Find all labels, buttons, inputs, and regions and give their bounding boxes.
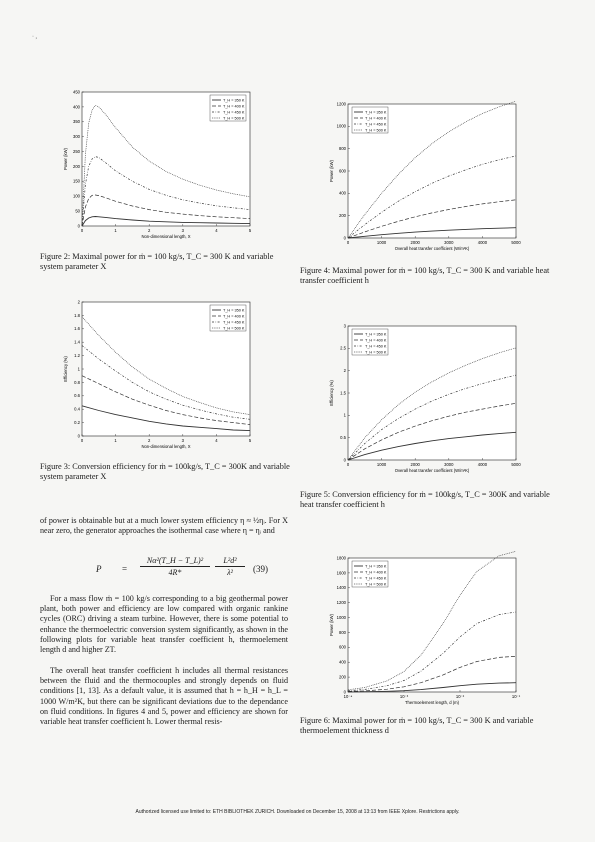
legend-label: T_H = 500 K (365, 582, 387, 587)
x-tick-label: 5000 (511, 462, 521, 467)
y-axis-label: Efficiency (%) (63, 356, 68, 382)
x-tick-label: 1000 (376, 240, 387, 245)
x-axis-label: Non-dimensional length, X (141, 234, 191, 239)
paragraph-3-text: The overall heat transfer coefficient h includes all thermal resistances between the fluid and the thermocouples and strongly depends on fluid conditions [1, 13]. As a default value, it is assumed that h = h_H = h_L = 1000 W/m²K, but there can be significant deviations due to the dependance on fluid conditions. In figures 4 and 5, power and efficiency are shown for variable heat transfer coefficient h. Lower thermal resis- (40, 666, 288, 727)
x-tick-label: 3000 (444, 240, 454, 245)
legend-label: T_H = 400 K (365, 116, 387, 121)
y-tick-label: 2 (343, 368, 346, 374)
y-tick-label: 1600 (336, 570, 346, 576)
x-tick-label: 4000 (477, 240, 488, 245)
y-tick-label: 150 (73, 178, 80, 184)
footer-license: Authorized licensed use limited to: ETH BIBLIOTHEK ZURICH. Downloaded on December 15, 2008 at 13:13 from IEEE Xplore. Restrictions apply. (135, 809, 460, 815)
y-tick-label: 200 (73, 163, 80, 169)
y-tick-label: 1000 (336, 123, 346, 129)
figure-6 (326, 554, 526, 706)
paragraph-1 (40, 516, 288, 536)
y-tick-label: 0 (343, 235, 346, 241)
legend-label: T_H = 500 K (365, 128, 387, 133)
x-tick-label: 1 (114, 228, 117, 233)
y-tick-label: 0.6 (74, 393, 80, 399)
eq-den2: λ² (227, 568, 233, 577)
x-tick-label: 0 (80, 438, 84, 443)
x-tick-label: 3 (181, 228, 184, 233)
eq-num1: Nα²(T_H − T_L)² (146, 556, 204, 565)
x-tick-label: 2 (148, 228, 151, 233)
y-tick-label: 3 (343, 323, 346, 329)
legend-label: T_H = 350 K (365, 564, 387, 569)
figure-4-caption: Figure 4: Maximal power for ṁ = 100 kg/s, T_C = 300 K and variable heat transfer coefficient h (300, 266, 550, 285)
y-tick-label: 800 (339, 146, 346, 152)
scan-marks: · , (32, 34, 37, 40)
legend-label: T_H = 500 K (365, 350, 387, 355)
y-tick-label: 400 (339, 190, 346, 196)
x-tick-label: 0 (80, 228, 84, 233)
legend-label: T_H = 400 K (365, 338, 387, 343)
y-tick-label: 1.2 (74, 353, 80, 358)
x-tick-label: 10⁻³ (399, 694, 409, 699)
eq-fraction-2 (215, 556, 245, 577)
y-tick-label: 600 (339, 168, 346, 174)
y-axis-label: Power (kW) (63, 148, 68, 170)
y-tick-label: 100 (73, 193, 80, 199)
legend-label: T_H = 450 K (223, 110, 245, 115)
y-tick-label: 1000 (336, 614, 346, 620)
y-tick-label: 1800 (336, 555, 346, 561)
x-tick-label: 1000 (376, 462, 387, 467)
y-tick-label: 1200 (336, 600, 346, 606)
y-tick-label: 0.5 (340, 435, 346, 441)
paragraph-1-text: of power is obtainable but at a much lower system efficiency η ≈ ½ηᵢ. For X near zero, the generator approaches the isothermal case where η = ηᵢ and (40, 516, 288, 536)
equation-39 (40, 556, 288, 582)
figure-2-chart (60, 88, 260, 240)
x-tick-label: 0 (346, 462, 350, 467)
y-tick-label: 0 (77, 223, 80, 229)
figure-4-chart (326, 100, 526, 252)
legend-label: T_H = 350 K (223, 98, 245, 103)
y-tick-label: 250 (73, 148, 80, 154)
x-tick-label: 4000 (477, 462, 488, 467)
x-tick-label: 0 (346, 240, 350, 245)
figure-6-caption: Figure 6: Maximal power for ṁ = 100 kg/s, T_C = 300 K and variable thermoelement thickness d (300, 716, 534, 735)
legend-label: T_H = 450 K (365, 122, 387, 127)
y-tick-label: 0.4 (74, 406, 80, 412)
y-tick-label: 0 (343, 689, 346, 695)
y-tick-label: 1 (77, 366, 80, 372)
y-tick-label: 200 (339, 213, 346, 219)
x-axis-label: Thermoelement length, d (m) (405, 700, 459, 705)
x-tick-label: 4 (215, 228, 218, 233)
eq-sign: = (122, 564, 128, 574)
legend-label: T_H = 350 K (365, 332, 387, 337)
y-tick-label: 2.5 (340, 345, 346, 351)
x-tick-label: 10⁻⁴ (343, 694, 353, 699)
x-tick-label: 3000 (444, 462, 454, 467)
x-axis-label: Overall heat transfer coefficient (W/m²K) (394, 468, 470, 473)
figure-3-caption: Figure 3: Conversion efficiency for ṁ = 100kg/s, T_C = 300K and variable system parameter X (40, 462, 290, 481)
eq-fraction-1 (140, 556, 210, 577)
x-tick-label: 5 (248, 228, 252, 233)
figure-3 (60, 298, 260, 450)
x-tick-label: 10⁻² (455, 694, 465, 699)
figure-4 (326, 100, 526, 252)
figure-2-caption: Figure 2: Maximal power for ṁ = 100 kg/s, T_C = 300 K and variable system parameter X (40, 252, 274, 271)
legend-label: T_H = 350 K (365, 110, 387, 115)
y-tick-label: 800 (339, 629, 346, 635)
paragraph-2-text: For a mass flow ṁ = 100 kg/s corresponding to a big geothermal power plant, both power and efficiency are low compared with organic rankine cycles (ORC) driving a steam turbine. However, there is some potential to enhance the thermoelectric conversion system significantly, as shown in the following plots for variable heat transfer coefficient h, thermoelement length d and higher ZT. (40, 594, 288, 655)
paragraph-3 (40, 666, 288, 727)
y-axis-label: Power (kW) (329, 160, 334, 182)
y-tick-label: 400 (73, 104, 80, 110)
paragraph-2 (40, 594, 288, 655)
x-tick-label: 2000 (410, 240, 420, 245)
x-axis-label: Non-dimensional length, X (141, 444, 191, 449)
figure-5 (326, 322, 526, 474)
x-tick-label: 2 (148, 438, 151, 443)
y-tick-label: 2 (77, 299, 80, 305)
y-tick-label: 1.4 (74, 339, 80, 345)
eq-den1: 4R* (168, 568, 182, 577)
legend-label: T_H = 450 K (365, 576, 387, 581)
y-tick-label: 1.5 (340, 390, 346, 396)
figure-6-chart (326, 554, 526, 706)
x-axis-label: Overall heat transfer coefficient (W/m²K) (394, 246, 470, 251)
figure-5-chart (326, 322, 526, 474)
eq-num2: L²d² (223, 556, 237, 565)
y-tick-label: 600 (339, 644, 346, 650)
y-axis-label: Power (kW) (329, 614, 334, 636)
x-tick-label: 2000 (410, 462, 420, 467)
x-tick-label: 10⁻¹ (511, 694, 521, 699)
x-tick-label: 5 (248, 438, 252, 443)
x-tick-label: 1 (114, 438, 117, 443)
eq-number: (39) (253, 564, 268, 574)
legend-label: T_H = 400 K (365, 570, 387, 575)
y-tick-label: 50 (75, 208, 80, 214)
legend-label: T_H = 450 K (223, 320, 245, 325)
y-tick-label: 350 (73, 119, 80, 125)
legend-label: T_H = 400 K (223, 104, 245, 109)
y-tick-label: 450 (73, 89, 80, 95)
y-tick-label: 0.8 (74, 379, 80, 385)
y-axis-label: Efficiency (%) (329, 380, 334, 406)
legend-label: T_H = 450 K (365, 344, 387, 349)
y-tick-label: 1.6 (74, 326, 80, 332)
figure-2 (60, 88, 260, 240)
x-tick-label: 3 (181, 438, 184, 443)
y-tick-label: 0 (343, 457, 346, 463)
y-tick-label: 0 (77, 433, 80, 439)
y-tick-label: 1400 (336, 585, 346, 591)
y-tick-label: 300 (73, 134, 80, 140)
figure-3-chart (60, 298, 260, 450)
x-tick-label: 4 (215, 438, 218, 443)
x-tick-label: 5000 (511, 240, 521, 245)
legend-label: T_H = 350 K (223, 308, 245, 313)
legend-label: T_H = 500 K (223, 326, 245, 331)
legend-label: T_H = 500 K (223, 116, 245, 121)
y-tick-label: 1 (343, 412, 346, 418)
y-tick-label: 200 (339, 674, 346, 680)
legend-label: T_H = 400 K (223, 314, 245, 319)
y-tick-label: 0.2 (74, 420, 80, 425)
figure-5-caption: Figure 5: Conversion efficiency for ṁ = 100kg/s, T_C = 300K and variable heat transfer coefficient h (300, 490, 550, 509)
y-tick-label: 1.8 (74, 312, 80, 318)
eq-lhs: P (96, 564, 102, 574)
y-tick-label: 1200 (336, 101, 346, 107)
y-tick-label: 400 (339, 659, 346, 665)
